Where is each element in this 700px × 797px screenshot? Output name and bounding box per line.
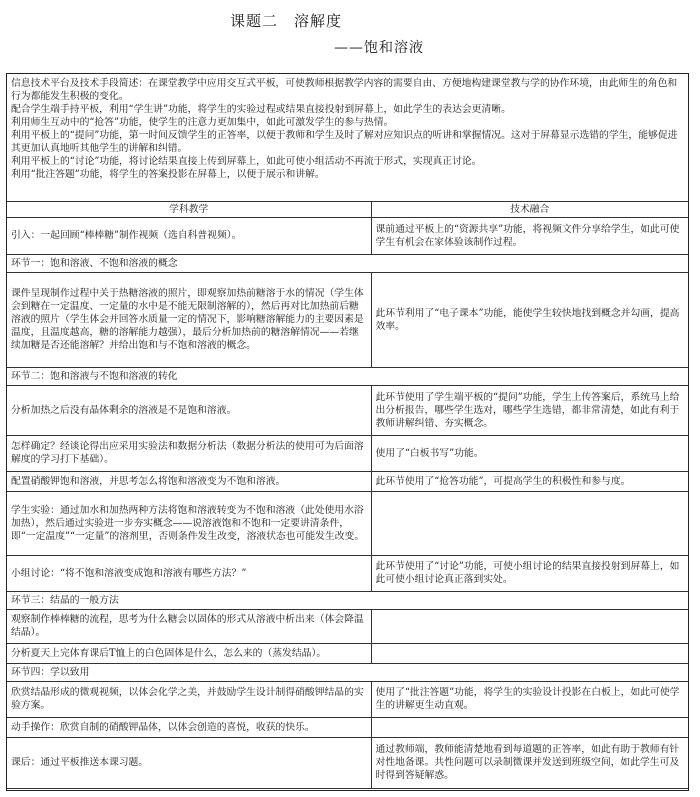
section-row xyxy=(7,367,688,385)
intro-line: 利用师生互动中的“抢答”功能，使学生的注意力更加集中，如此可激发学生的参与热情。 xyxy=(11,117,394,128)
section-heading: 环节一：饱和溶液、不饱和溶液的概念 xyxy=(7,254,688,272)
table-row xyxy=(7,435,688,471)
teaching-cell: 配置硝酸钾饱和溶液，并思考怎么将饱和溶液变为不饱和溶液。 xyxy=(7,471,371,491)
table-row xyxy=(7,681,688,717)
intro-line: 利用“批注答题”功能，将学生的答案投影在屏幕上，以便于展示和讲解。 xyxy=(11,169,325,180)
table-row xyxy=(7,471,688,491)
table-row xyxy=(7,737,688,788)
teaching-cell: 动手操作：欣赏自制的硝酸钾晶体，以体会创造的喜悦，收获的快乐。 xyxy=(7,717,371,737)
section-heading: 环节四：学以致用 xyxy=(7,663,688,681)
intro-line: 信息技术平台及技术手段简述：在课堂教学中应用交互式平板，可使教师根据教学内容的需要自由、方便地构建课堂教与学的协作环境，由此师生的角色和行为都能发生积极的变化。 xyxy=(11,78,678,102)
tech-cell xyxy=(371,609,688,643)
section-heading: 环节三：结晶的一般方法 xyxy=(7,591,688,609)
table-row xyxy=(7,272,688,367)
tech-cell xyxy=(371,643,688,663)
tech-cell: 此环节使用了“讨论”功能，可使小组讨论的结果直接投射到屏幕上，如此可使小组讨论真正落到实处。 xyxy=(371,555,688,591)
table-row xyxy=(7,609,688,643)
table-row xyxy=(7,643,688,663)
teaching-cell: 课后：通过平板推送本课习题。 xyxy=(7,737,371,788)
section-heading: 环节二：饱和溶液与不饱和溶液的转化 xyxy=(7,367,688,385)
section-row xyxy=(7,663,688,681)
teaching-cell: 课件呈现制作过程中关于热糖溶液的照片，即观察加热前糖溶于水的情况（学生体会到糖在一定温度、一定量的水中是不能无限制溶解的），然后再对比加热前后糖溶液的照片（学生体会并回答水质量一定的情况下，影响糖溶解能力的主要因素是温度，且温度越高，糖的溶解能力越强），最后分析加热前的糖溶解情况——若继续加糖是否还能溶解？并给出饱和与不饱和溶液的概念。 xyxy=(7,272,371,367)
tech-cell: 此环节使用了学生端平板的“提问”功能，学生上传答案后，系统马上给出分析报告，哪些学生选对，哪些学生选错，都非常清楚，如此有利于教师讲解纠错、夯实概念。 xyxy=(371,385,688,435)
lesson-table-frame xyxy=(6,73,689,791)
teaching-cell: 观察制作棒棒糖的流程，思考为什么糖会以固体的形式从溶液中析出来（体会降温结晶）。 xyxy=(7,609,371,643)
teaching-cell: 学生实验：通过加水和加热两种方法将饱和溶液转变为不饱和溶液（此处使用水浴加热），然后通过实验进一步夯实概念——说溶液饱和不饱和一定要讲清条件，即“一定温度”“一定量”的溶剂里，否则条件发生改变，溶液状态也可能发生改变。 xyxy=(7,491,371,555)
table-row xyxy=(7,385,688,435)
teaching-cell: 分析夏天上完体育课后T恤上的白色固体是什么，怎么来的（蒸发结晶）。 xyxy=(7,643,371,663)
table-header-row xyxy=(7,201,688,217)
intro-line: 利用平板上的“讨论”功能，将讨论结果直接上传到屏幕上，如此可使小组活动不再流于形式，实现真正讨论。 xyxy=(11,156,482,167)
section-row xyxy=(7,254,688,272)
tech-cell: 此环节使用了“抢答功能”，可提高学生的积极性和参与度。 xyxy=(371,471,688,491)
tech-cell: 通过教师端，教师能清楚地看到每道题的正答率，如此有助于教师有针对性地备课。共性问题可以录制微课并发送到班级空间，如此学生可及时得到答疑解惑。 xyxy=(371,737,688,788)
teaching-cell: 欣赏结晶形成的微观视频，以体会化学之美，并鼓励学生设计制得硝酸钾结晶的实验方案。 xyxy=(7,681,371,717)
tech-cell xyxy=(371,491,688,555)
tech-cell: 使用了“批注答题”功能，将学生的实验设计投影在白板上，如此可使学生的讲解更生动直观。 xyxy=(371,681,688,717)
page-subtitle: ——饱和溶液 xyxy=(334,40,424,56)
tech-cell: 使用了“白板书写”功能。 xyxy=(371,435,688,471)
table-row xyxy=(7,555,688,591)
tech-cell: 此环节利用了“电子课本”功能，能使学生较快地找到概念并勾画，提高效率。 xyxy=(371,272,688,367)
teaching-cell: 怎样确定？经谈论得出应采用实验法和数据分析法（数据分析法的使用可为后面溶解度的学习打下基础）。 xyxy=(7,435,371,471)
intro-line: 配合学生端手持平板，利用“学生讲”功能，将学生的实验过程或结果直接投射到屏幕上，如此学生的表达会更清晰。 xyxy=(11,104,511,115)
column-header-right: 技术融合 xyxy=(371,201,688,217)
intro-cell xyxy=(7,74,688,201)
table-row xyxy=(7,217,688,254)
intro-line: 利用平板上的“提问”功能，第一时间反馈学生的正答率，以便于教师和学生及时了解对应知识点的听讲和掌握情况。这对于屏幕显示选错的学生，能够促进其更加认真地听其他学生的讲解和纠错。 xyxy=(11,130,678,154)
column-header-left: 学科教学 xyxy=(7,201,371,217)
lesson-table xyxy=(7,74,688,789)
tech-cell: 课前通过平板上的“资源共享”功能，将视频文件分享给学生，如此可使学生有机会在家体验该制作过程。 xyxy=(371,217,688,254)
tech-cell xyxy=(371,717,688,737)
table-row xyxy=(7,717,688,737)
teaching-cell: 引入：一起回顾“棒棒糖”制作视频（选自科普视频）。 xyxy=(7,217,371,254)
page-title: 课题二 溶解度 xyxy=(230,12,343,30)
teaching-cell: 小组讨论：“将不饱和溶液变成饱和溶液有哪些方法？” xyxy=(7,555,371,591)
section-row xyxy=(7,591,688,609)
teaching-cell: 分析加热之后没有晶体剩余的溶液是不是饱和溶液。 xyxy=(7,385,371,435)
table-row xyxy=(7,491,688,555)
